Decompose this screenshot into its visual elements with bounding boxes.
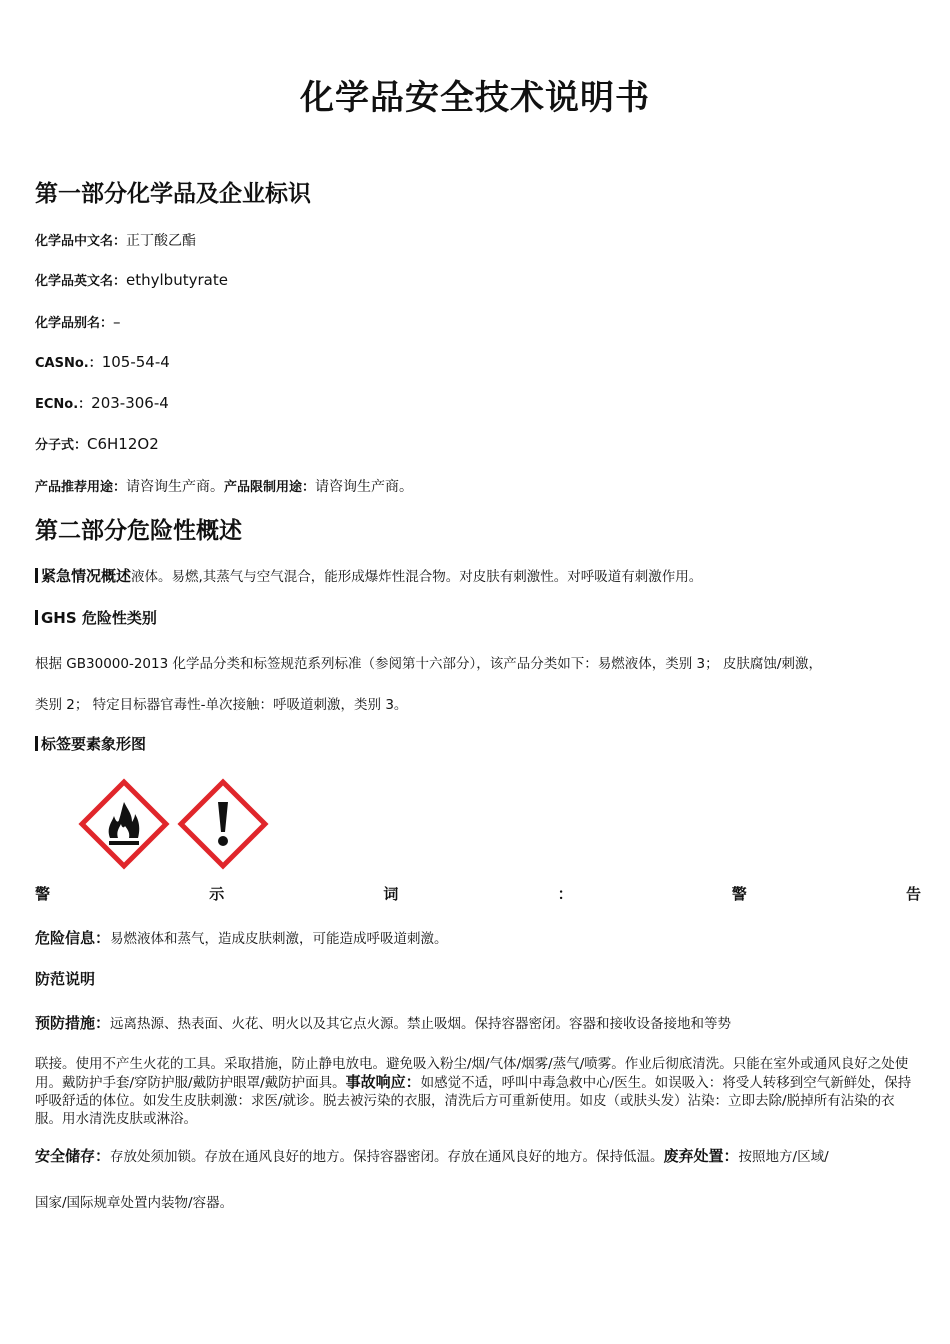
storage-line xyxy=(35,1145,829,1166)
field-value: 105-54-4 xyxy=(101,353,170,371)
hazard-text: 易燃液体和蒸气，造成皮肤刺激，可能造成呼吸道刺激。 xyxy=(110,931,448,947)
ghs-line-2: 类别 2； 特定目标器官毒性-单次接触：呼吸道刺激，类别 3。 xyxy=(35,697,408,713)
response-text: 如感觉不适，呼叫中毒急救中心/医生。如误吸入：将受人转移到空气新鲜处，保持呼吸舒适的体位。如发生皮肤刺激：求医/就诊。脱去被污染的衣服，清洗后方可重新使用。如皮（或肤头发）沾染：立即去除/脱掉所有沾染的衣服。用水清洗皮肤或淋浴。 xyxy=(35,1075,912,1127)
signal-char: 示 xyxy=(209,885,225,903)
label-elements-heading xyxy=(35,733,146,754)
flame-icon xyxy=(82,782,166,866)
precaution-paragraph xyxy=(35,1055,921,1128)
ghs-pictograms xyxy=(78,778,270,874)
prevention-label: 预防措施： xyxy=(35,1014,111,1032)
prevention-text: 远离热源、热表面、火花、明火以及其它点火源。禁止吸烟。保持容器密闭。容器和接收设备接地和等势 xyxy=(110,1016,732,1032)
field-product-use xyxy=(35,476,413,496)
response-label: 事故响应： xyxy=(345,1073,421,1091)
emergency-label: 紧急情况概述 xyxy=(41,567,132,585)
field-alias xyxy=(35,312,121,331)
field-value: C6H12O2 xyxy=(87,435,159,453)
signal-char: 词 xyxy=(383,885,399,903)
field-label: 化学品别名： xyxy=(35,316,114,331)
exclamation-icon xyxy=(181,782,265,866)
ghs-line-1: 根据 GB30000-2013 化学品分类和标签规范系列标准（参阅第十六部分），该产品分类如下：易燃液体，类别 3； 皮肤腐蚀/刺激， xyxy=(35,656,822,672)
document-title: 化学品安全技术说明书 xyxy=(300,78,650,118)
precaution-heading xyxy=(35,968,95,989)
field-cas-no xyxy=(35,352,170,371)
use-label: 产品推荐用途： xyxy=(35,480,127,495)
signal-char: 警 xyxy=(35,885,51,903)
field-label: 化学品中文名： xyxy=(35,234,127,249)
field-english-name xyxy=(35,270,228,289)
section2-heading: 第二部分危险性概述 xyxy=(35,518,242,544)
signal-char: 告 xyxy=(905,885,921,903)
emergency-overview xyxy=(35,565,702,586)
use-value: 请咨询生产商。 xyxy=(126,479,225,495)
storage-text: 存放处须加锁。存放在通风良好的地方。保持容器密闭。存放在通风良好的地方。保持低温。 xyxy=(110,1149,664,1165)
field-label: CASNo.： xyxy=(35,356,102,371)
field-value: ethylbutyrate xyxy=(126,271,228,289)
signal-char: ： xyxy=(557,885,573,903)
label-elements-text: 标签要素象形图 xyxy=(41,735,147,753)
field-ec-no xyxy=(35,393,169,412)
prevention-line-1 xyxy=(35,1012,731,1033)
field-value: 正丁酸乙酯 xyxy=(126,233,197,249)
signal-char: 警 xyxy=(731,885,747,903)
field-value: 203-306-4 xyxy=(91,394,169,412)
restrict-label: 产品限制用途： xyxy=(224,480,316,495)
storage-label: 安全储存： xyxy=(35,1147,111,1165)
field-value: – xyxy=(113,313,121,331)
disposal-text: 按照地方/区域/ xyxy=(738,1149,829,1165)
precaution-heading-text: 防范说明 xyxy=(35,970,96,988)
prevention-text-cont: 联接。使用不产生火花的工具。采取措施，防止静电放电。避免吸入粉尘/烟/气体/烟雾/蒸气/喷雾。作业后彻底清洗。只能在室外或通风良好之处使用。戴防护手套/穿防护服/戴防护眼罩/戴防护面具。 xyxy=(35,1056,909,1091)
hazard-statement xyxy=(35,927,448,948)
bar-marker xyxy=(35,568,38,583)
field-molecular-formula xyxy=(35,434,159,453)
emergency-text: 液体。易燃,其蒸气与空气混合，能形成爆炸性混合物。对皮肤有刺激性。对呼吸道有刺激作用。 xyxy=(131,569,703,585)
signal-word-line xyxy=(35,883,921,904)
ghs-heading-text: GHS 危险性类别 xyxy=(41,609,157,627)
section1-heading: 第一部分化学品及企业标识 xyxy=(35,181,311,207)
field-label: 分子式： xyxy=(35,438,88,453)
bar-marker xyxy=(35,610,38,625)
disposal-line-2: 国家/国际规章处置内装物/容器。 xyxy=(35,1195,234,1211)
field-chinese-name xyxy=(35,230,196,250)
field-label: ECNo.： xyxy=(35,397,92,412)
bar-marker xyxy=(35,736,38,751)
ghs-heading xyxy=(35,607,157,628)
field-label: 化学品英文名： xyxy=(35,274,127,289)
disposal-label: 废弃处置： xyxy=(663,1147,739,1165)
hazard-label: 危险信息： xyxy=(35,929,111,947)
restrict-value: 请咨询生产商。 xyxy=(315,479,414,495)
